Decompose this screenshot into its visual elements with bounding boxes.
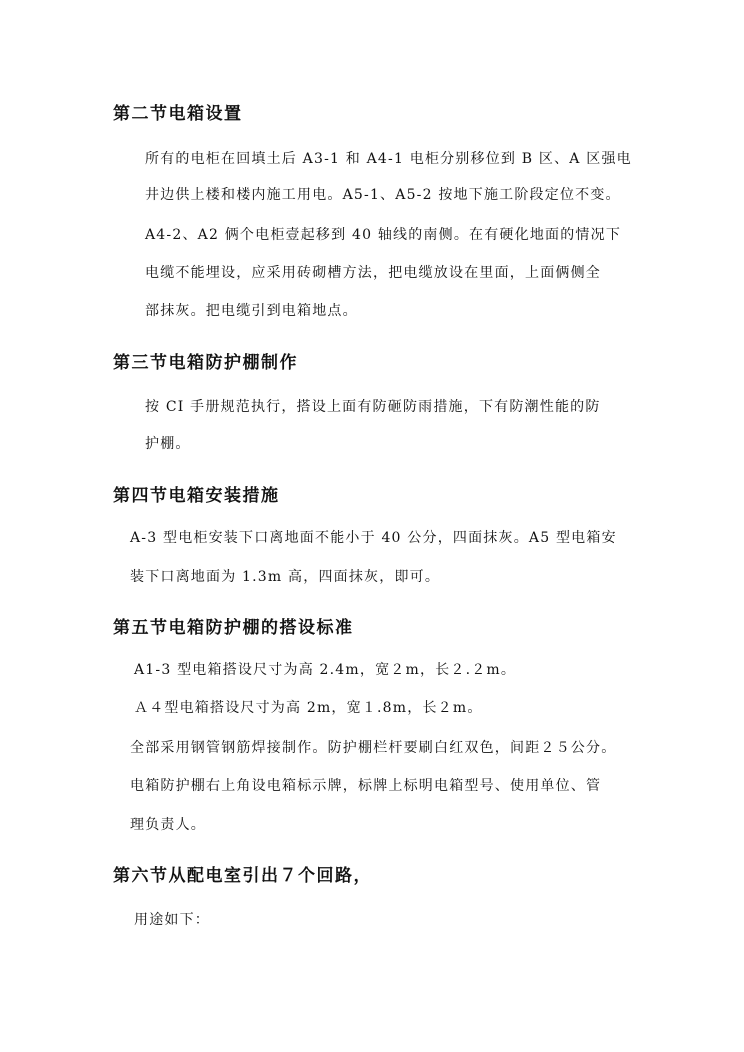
paragraph-line: 全部采用钢管钢筋焊接制作。防护棚栏杆要刷白红双色，间距２５公分。	[130, 740, 617, 756]
paragraph-line: 井边供上楼和楼内施工用电。A5-1、A5-2 按地下施工阶段定位不变。	[145, 187, 621, 203]
paragraph-line: 部抹灰。把电缆引到电箱地点。	[145, 303, 358, 319]
section-heading: 第三节电箱防护棚制作	[113, 353, 298, 373]
paragraph-line: Ａ４型电箱搭设尺寸为高 2m，宽１.8m，长２m。	[134, 700, 483, 716]
section-heading: 第四节电箱安装措施	[113, 486, 280, 506]
paragraph-line: 理负责人。	[130, 817, 206, 833]
paragraph-line: 用途如下：	[134, 912, 210, 928]
paragraph-line: 电缆不能埋设，应采用砖砌槽方法，把电缆放设在里面，上面俩侧全	[145, 265, 601, 281]
paragraph-line: 护棚。	[145, 436, 191, 452]
paragraph-line: 按 CI 手册规范执行，搭设上面有防砸防雨措施，下有防潮性能的防	[145, 399, 601, 415]
section-heading: 第六节从配电室引出７个回路，	[113, 866, 372, 886]
paragraph-line: A4-2、A2 俩个电柜壹起移到 40 轴线的南侧。在有硬化地面的情况下	[145, 227, 622, 243]
section-heading: 第五节电箱防护棚的搭设标准	[113, 618, 354, 638]
paragraph-line: A1-3 型电箱搭设尺寸为高 2.4m，宽２m，长２.２m。	[134, 662, 517, 678]
paragraph-line: 装下口离地面为 1.3m 高，四面抹灰，即可。	[130, 569, 441, 585]
paragraph-line: 电箱防护棚右上角设电箱标示牌，标牌上标明电箱型号、使用单位、管	[130, 778, 602, 794]
paragraph-line: A-3 型电柜安装下口离地面不能小于 40 公分，四面抹灰。A5 型电箱安	[130, 530, 617, 546]
section-heading: 第二节电箱设置	[113, 104, 243, 124]
paragraph-line: 所有的电柜在回填土后 A3-1 和 A4-1 电柜分别移位到 B 区、A 区强电	[145, 151, 632, 167]
